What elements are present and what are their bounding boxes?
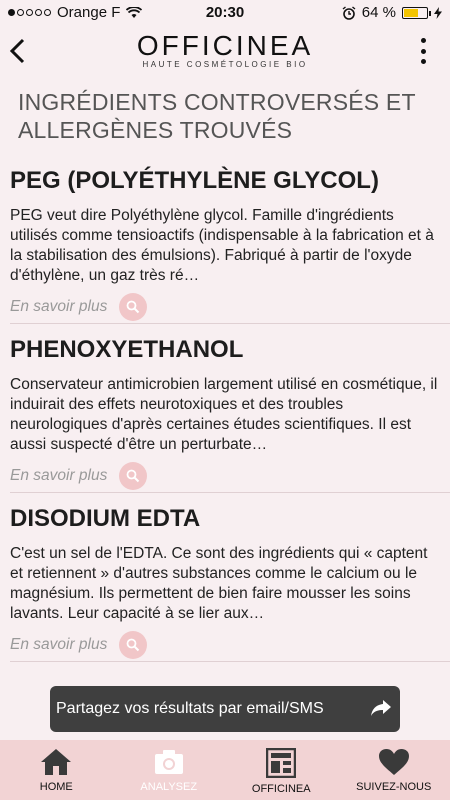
share-icon: [370, 698, 392, 718]
brand-logo: [0, 30, 450, 69]
search-button[interactable]: [119, 631, 147, 659]
bottom-tab-bar: [0, 740, 450, 800]
learn-more-link[interactable]: [10, 461, 440, 491]
status-right: [342, 4, 442, 21]
ingredient-card: [10, 504, 440, 660]
ingredient-description: Conservateur antimicrobien largement utilisé en cosmétique, il induirait des effets neurotoxiques et des troubles neurologiques d'après certaines études scientifiques. Il est aussi suspecté d'être un perturbate…: [10, 376, 438, 453]
status-bar: [0, 0, 450, 26]
home-icon: [40, 748, 72, 776]
tab-label: ANALYSEZ: [140, 781, 198, 793]
share-label: Partagez vos résultats par email/SMS: [56, 700, 324, 717]
search-button[interactable]: [119, 293, 147, 321]
charging-icon: [434, 7, 442, 19]
tab-analysez[interactable]: [113, 740, 226, 800]
divider: [10, 661, 450, 662]
ingredient-name: PEG (POLYÉTHYLÈNE GLYCOL): [10, 167, 379, 194]
page-title: INGRÉDIENTS CONTROVERSÉS ET ALLERGÈNES TROUVÉS: [18, 89, 416, 143]
search-button[interactable]: [119, 462, 147, 490]
ingredient-name: PHENOXYETHANOL: [10, 336, 244, 363]
learn-more-label: En savoir plus: [10, 298, 108, 315]
app-header: [0, 26, 450, 78]
tab-home[interactable]: [0, 740, 113, 800]
clock: 20:30: [205, 4, 245, 21]
ingredient-name: DISODIUM EDTA: [10, 505, 201, 532]
tab-label: SUIVEZ-NOUS: [356, 781, 432, 793]
divider: [10, 323, 450, 324]
tab-label: HOME: [39, 781, 73, 793]
battery-percent: 64 %: [361, 4, 396, 21]
camera-icon: [153, 748, 185, 776]
alarm-icon: [342, 6, 356, 20]
ingredient-description: C'est un sel de l'EDTA. Ce sont des ingrédients qui « captent et retiennent » d'autres substances comme le calcium ou le magnésium. Ils permettent de bien faire mousser les soins lavants. Leur capacité à se lier aux…: [10, 545, 428, 622]
learn-more-label: En savoir plus: [10, 467, 108, 484]
heart-icon: [378, 748, 410, 776]
carrier-name: Orange F: [57, 4, 121, 21]
tab-label: OFFICINEA: [251, 783, 311, 795]
tab-officinea[interactable]: [225, 740, 338, 800]
ingredient-card: [10, 335, 440, 491]
search-icon: [126, 300, 140, 314]
search-icon: [126, 638, 140, 652]
battery-icon: [402, 7, 428, 19]
search-icon: [126, 469, 140, 483]
share-results-button[interactable]: [50, 686, 400, 732]
dot-icon: [421, 49, 426, 54]
learn-more-link[interactable]: [10, 630, 440, 660]
learn-more-label: En savoir plus: [10, 636, 108, 653]
logo-title: OFFICINEA: [136, 30, 314, 61]
logo-subtitle: HAUTE COSMÉTOLOGIE BIO: [142, 60, 308, 69]
ingredient-card: [10, 166, 440, 322]
divider: [10, 492, 450, 493]
tab-suivez-nous[interactable]: [338, 740, 450, 800]
officinea-icon: [266, 748, 296, 778]
ingredient-description: PEG veut dire Polyéthylène glycol. Famille d'ingrédients utilisés comme tensioactifs (indispensable à la fabrication et à la stabilisation des émulsions). Fabriqué à partir de l'oxyde d'éthylène, un gaz très ré…: [10, 207, 434, 284]
dot-icon: [421, 59, 426, 64]
more-options-button[interactable]: [418, 38, 428, 64]
dot-icon: [421, 38, 426, 43]
learn-more-link[interactable]: [10, 292, 440, 322]
